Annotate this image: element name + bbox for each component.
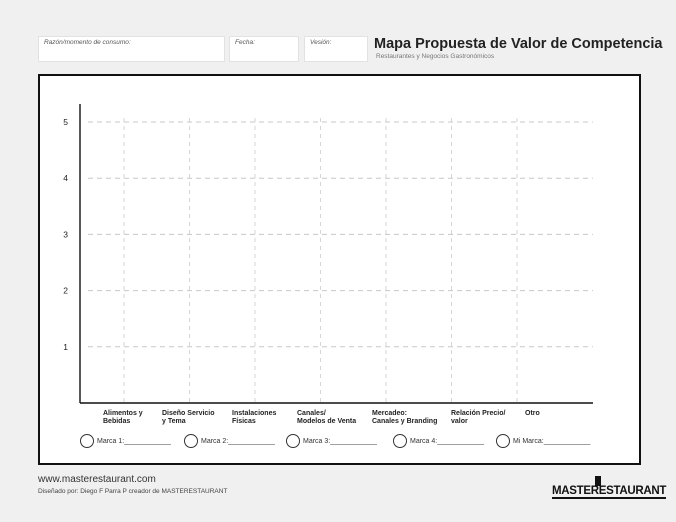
brand-circle-icon[interactable] [286, 434, 300, 448]
x-category-label: Alimentos y Bebidas [103, 410, 143, 425]
y-tick-label: 4 [63, 173, 68, 184]
y-tick-label: 2 [63, 285, 68, 296]
brand-circle-icon[interactable] [80, 434, 94, 448]
brand-label: Marca 2:____________ [201, 437, 275, 445]
brand-circle-icon[interactable] [184, 434, 198, 448]
x-category-label: Relación Precio/ valor [451, 410, 506, 425]
page-subtitle: Restaurantes y Negocios Gastronómicos [376, 53, 495, 60]
consumption-moment-label: Razón/momento de consumo: [44, 39, 131, 46]
y-tick-label: 5 [63, 117, 68, 127]
y-tick-label: 1 [63, 341, 68, 352]
brand-label: Marca 1:____________ [97, 437, 171, 445]
competition-chart [40, 76, 639, 463]
date-field[interactable] [229, 36, 299, 62]
x-category-label: Mercadeo: Canales y Branding [372, 410, 438, 425]
brand-legend-item[interactable] [286, 434, 377, 448]
brand-logo: MASTERESTAURANT [552, 485, 667, 497]
brand-legend-item[interactable] [184, 434, 275, 448]
consumption-moment-field[interactable] [38, 36, 225, 62]
y-tick-label: 3 [63, 229, 68, 240]
brand-label: Marca 3:____________ [303, 437, 377, 445]
x-category-label: Canales/ Modelos de Venta [297, 410, 357, 425]
version-field[interactable] [304, 36, 368, 62]
brand-legend-item[interactable] [80, 434, 171, 448]
brand-circle-icon[interactable] [393, 434, 407, 448]
x-category-label: Otro [525, 410, 540, 417]
brand-label: Mi Marca:____________ [513, 437, 591, 445]
footer-credit: Diseñado por: Diego F Parra P creador de MASTERESTAURANT [38, 488, 228, 495]
footer-url[interactable]: www.masterestaurant.com [38, 474, 156, 485]
brand-legend-item[interactable] [496, 434, 590, 448]
brand-circle-icon[interactable] [496, 434, 510, 448]
version-label: Vesión: [310, 39, 332, 46]
x-category-label: Instalaciones Físicas [232, 410, 277, 425]
brand-label: Marca 4:____________ [410, 437, 484, 445]
x-category-label: Diseño Servicio y Tema [162, 410, 215, 425]
page-title: Mapa Propuesta de Valor de Competencia [374, 36, 663, 52]
brand-legend-item[interactable] [393, 434, 484, 448]
chart-board [38, 74, 641, 465]
date-label: Fecha: [235, 39, 255, 46]
